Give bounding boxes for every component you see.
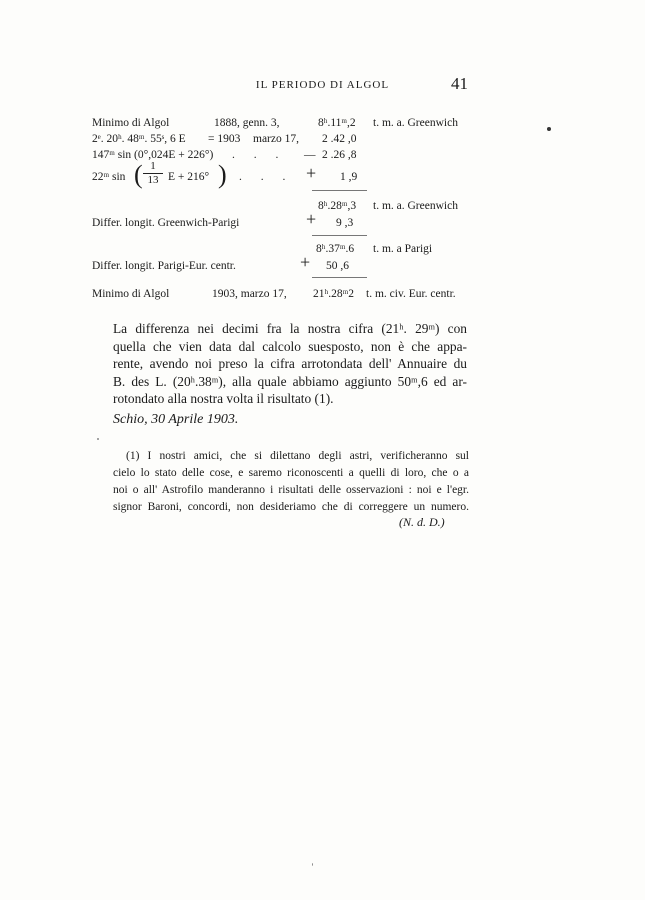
fraction-denominator: 13 — [147, 174, 159, 186]
r7-suffix: t. m. civ. Eur. centr. — [366, 288, 456, 300]
r7-date: 1903, marzo 17, — [212, 288, 287, 300]
r4-sign: + — [306, 163, 317, 183]
r4-dots: . . . — [239, 171, 294, 183]
r1-time: 8ʰ.11ᵐ,2 — [318, 117, 356, 129]
r2-label: 2ᵉ. 20ʰ. 48ᵐ. 55ˢ, 6 E — [92, 133, 186, 145]
r4-value: 1 ,9 — [340, 171, 358, 183]
r1-label: Minimo di Algol — [92, 117, 170, 129]
fraction — [143, 160, 163, 187]
sub2-time: 8ʰ.37ᵐ.6 — [316, 243, 355, 255]
sub1-time: 8ʰ.28ᵐ,3 — [318, 200, 357, 212]
sub2-suffix: t. m. a Parigi — [373, 243, 433, 255]
editorial-credit: (N. d. D.) — [399, 515, 445, 529]
r1-date: 1888, genn. 3, — [214, 117, 280, 129]
r2-value: 2 .42 ,0 — [322, 133, 357, 145]
page-number: 41 — [451, 74, 468, 93]
r5-sign: + — [306, 209, 317, 229]
r2-eq: = 1903 — [208, 133, 241, 145]
page-speck — [97, 438, 99, 440]
r3-sign: — — [304, 149, 316, 161]
r5-label: Differ. longit. Greenwich-Parigi — [92, 217, 240, 229]
paragraph-line: rente, avendo noi preso la cifra arrotondata dell' Annuaire du — [113, 356, 467, 371]
open-paren: ( — [134, 160, 143, 189]
r3-label: 147ᵐ sin (0°,024E + 226°) — [92, 149, 214, 161]
fraction-numerator: 1 — [143, 160, 163, 174]
r7-label: Minimo di Algol — [92, 288, 170, 300]
footnote — [113, 448, 469, 516]
footnote-line: noi o all' Astrofilo manderanno i risultati delle osservazioni : noi e l'egr. — [113, 484, 469, 496]
page-speck — [312, 863, 313, 866]
r4-expr: E + 216° — [168, 171, 210, 183]
r6-sign: + — [300, 252, 311, 272]
paragraph-line: La differenza nei decimi fra la nostra cifra (21ʰ. 29ᵐ) con — [113, 321, 467, 336]
r6-label: Differ. longit. Parigi-Eur. centr. — [92, 260, 236, 272]
r1-suffix: t. m. a. Greenwich — [373, 117, 458, 129]
running-header: IL PERIODO DI ALGOL — [255, 79, 390, 91]
close-paren: ) — [218, 160, 227, 189]
sub1-suffix: t. m. a. Greenwich — [373, 200, 458, 212]
paragraph-line: B. des L. (20ʰ.38ᵐ), alla quale abbiamo aggiunto 50ᵐ,6 ed ar- — [113, 373, 467, 389]
r6-value: 50 ,6 — [326, 260, 349, 272]
r3-value: 2 .26 ,8 — [322, 149, 357, 161]
paragraph-line: rotondato alla nostra volta il risultato (1). — [113, 391, 334, 406]
footnote-line: signor Baroni, concordi, non desideriamo che di correggere un numero. — [113, 501, 469, 513]
r4-label: 22ᵐ sin — [92, 171, 126, 183]
sum-rule-1 — [312, 190, 367, 191]
r2-date: marzo 17, — [253, 133, 299, 145]
sum-rule-3 — [312, 277, 367, 278]
algol-calculation — [0, 0, 645, 310]
footnote-line: (1) I nostri amici, che si dilettano degli astri, verificheranno sul — [126, 450, 469, 462]
r5-value: 9 ,3 — [336, 217, 354, 229]
footnote-line: cielo lo stato delle cose, e saremo riconoscenti a quelli di loro, che o a — [113, 467, 469, 479]
paragraph-line: quella che vien data dal calcolo suesposto, non è che appa- — [113, 338, 467, 354]
place-date-signature: Schio, 30 Aprile 1903. — [113, 412, 239, 427]
r3-dots: . . . — [232, 149, 287, 161]
sum-rule-2 — [312, 235, 367, 236]
r7-time: 21ʰ.28ᵐ2 — [313, 288, 354, 300]
discussion-paragraph — [113, 320, 467, 408]
